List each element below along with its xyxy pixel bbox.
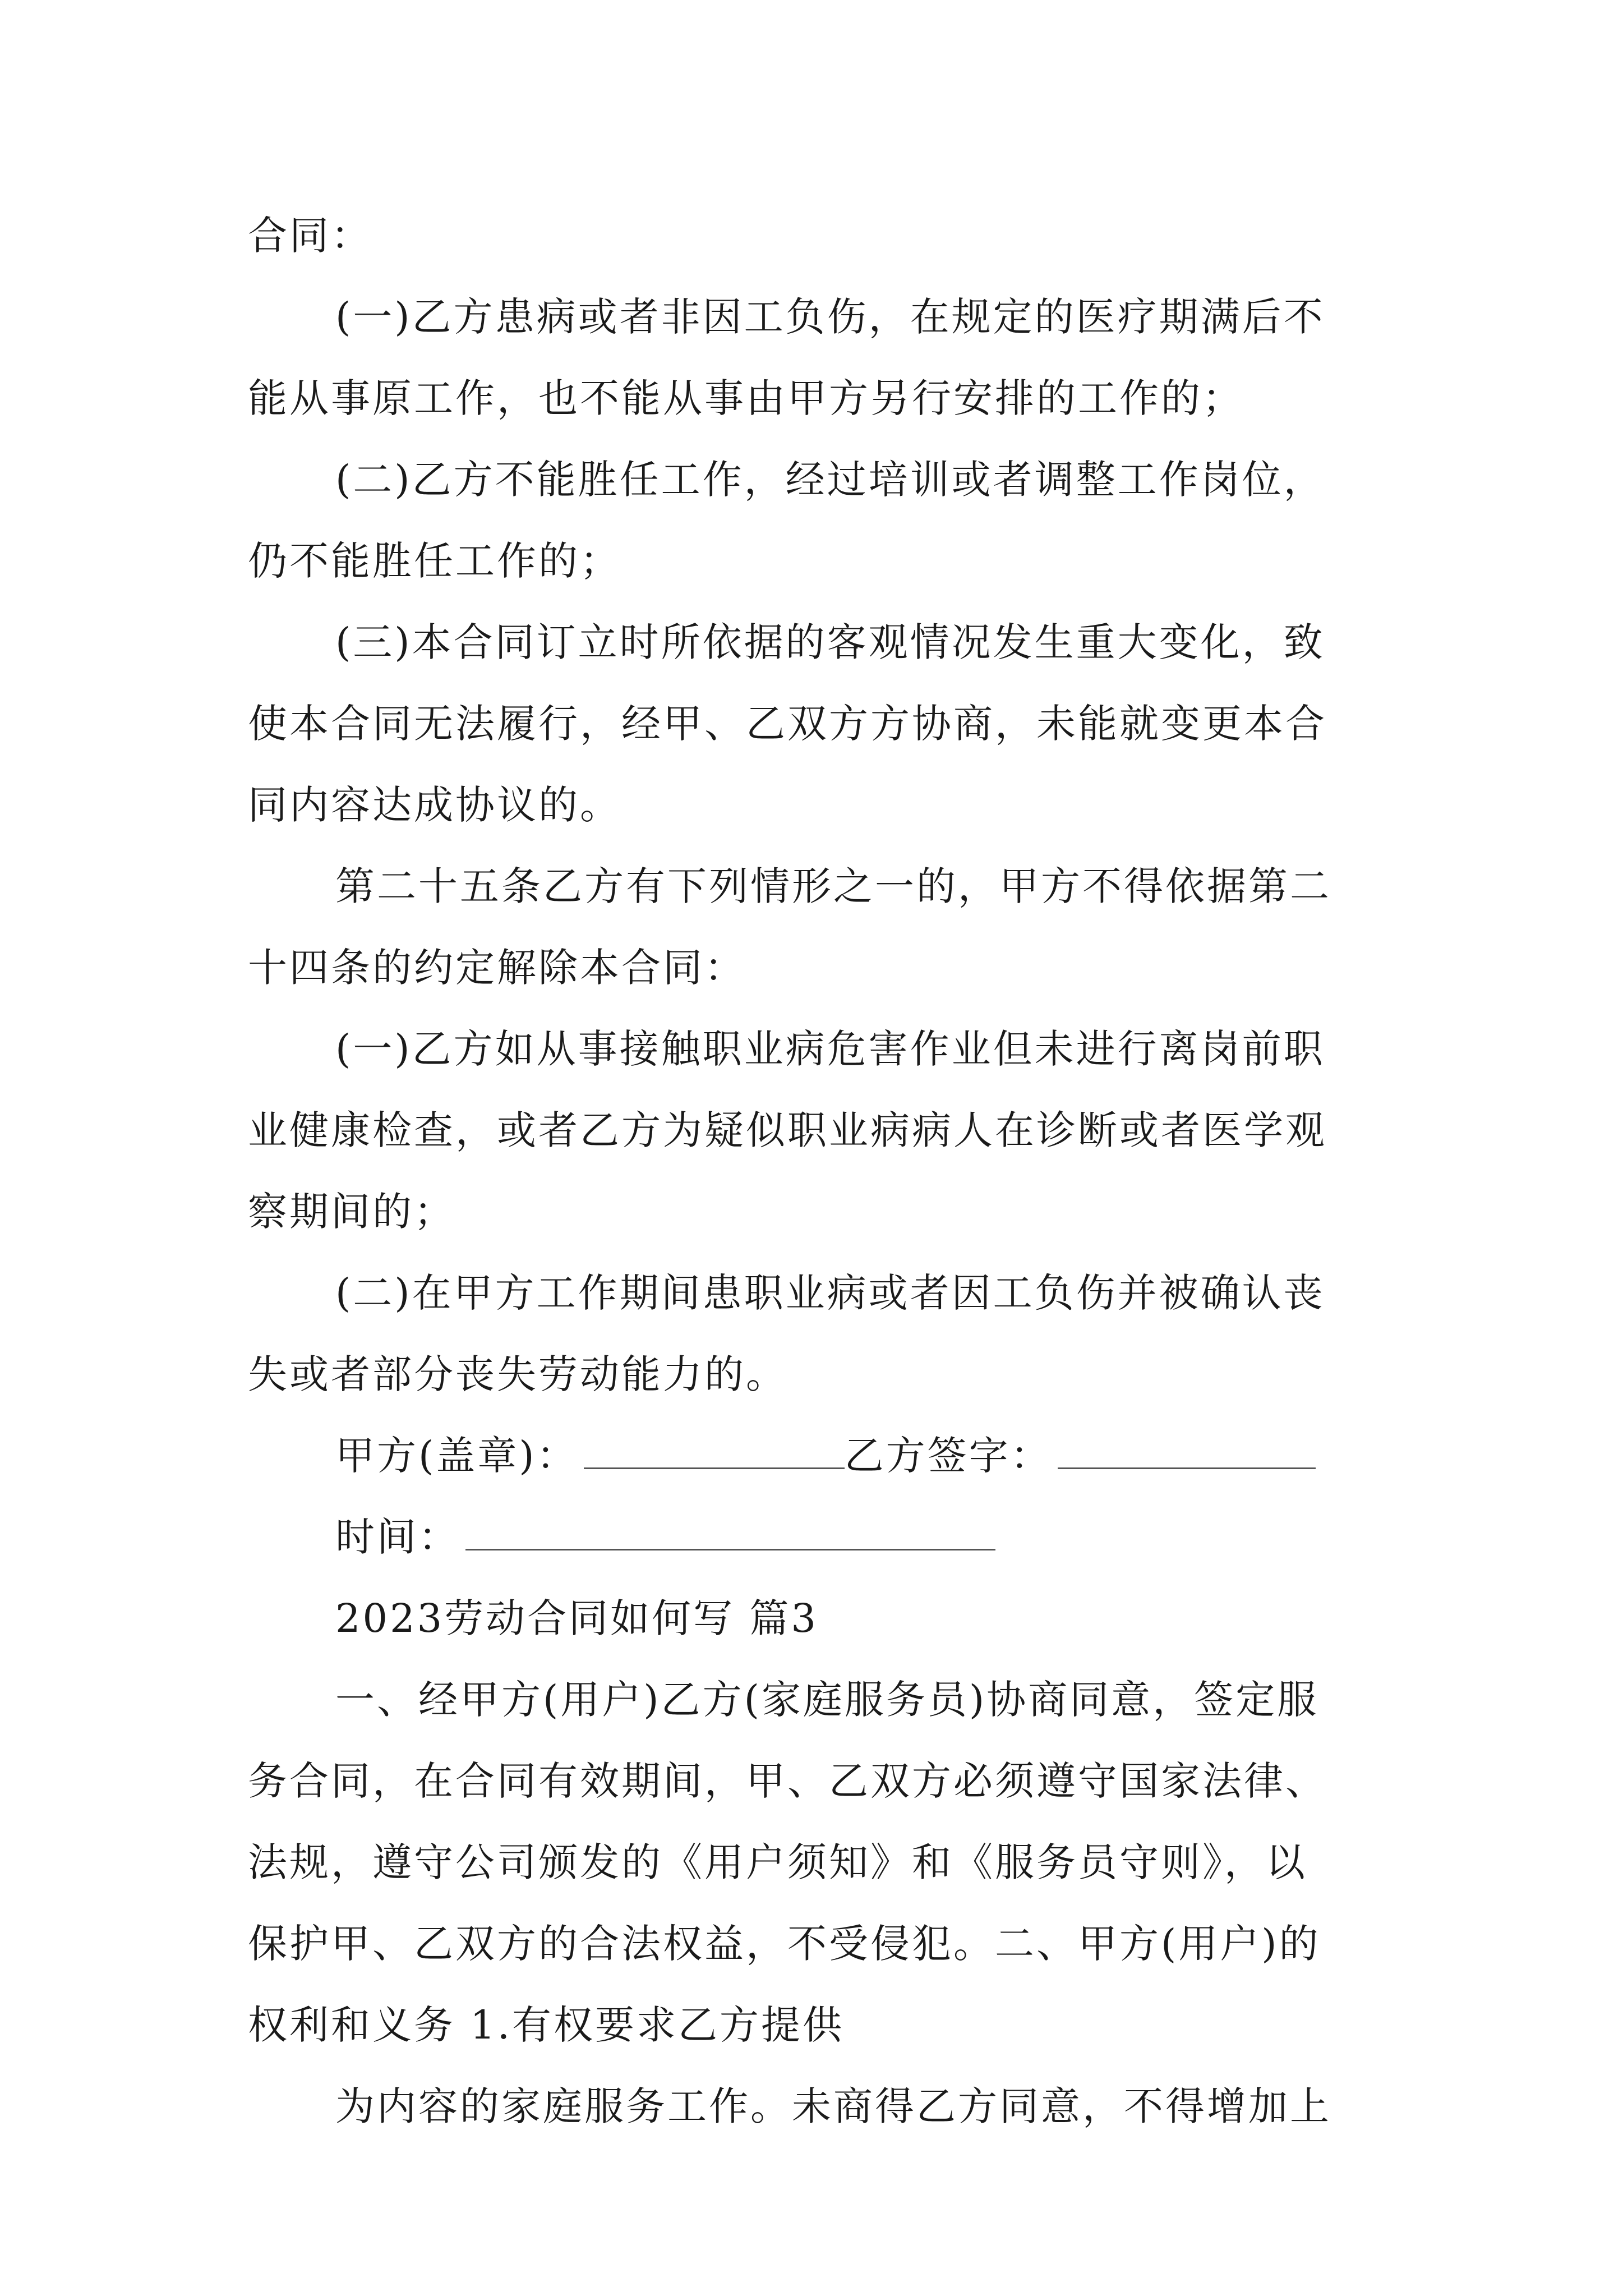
text-line: 同内容达成协议的。: [248, 782, 621, 828]
text-line: 法规，遵守公司颁发的《用户须知》和《服务员守则》，以: [248, 1839, 1307, 1885]
section-heading: 2023劳动合同如何写 篇3: [335, 1595, 818, 1641]
signature-line: [335, 1415, 1474, 1497]
date-line: [335, 1497, 1474, 1578]
text-line: 第二十五条乙方有下列情形之一的，甲方不得依据第二: [335, 863, 1331, 909]
party-a-seal-blank[interactable]: [584, 1428, 845, 1469]
text-line: 失或者部分丧失劳动能力的。: [248, 1351, 787, 1397]
text-line: 合同：: [248, 213, 372, 259]
text-line: 权利和义务 1.有权要求乙方提供: [248, 2002, 845, 2048]
text-line: 能从事原工作，也不能从事由甲方另行安排的工作的；: [248, 375, 1244, 421]
text-line: 业健康检查，或者乙方为疑似职业病病人在诊断或者医学观: [248, 1107, 1327, 1153]
time-blank[interactable]: [465, 1510, 995, 1550]
text-line: 察期间的；: [248, 1189, 455, 1235]
text-line: 务合同，在合同有效期间，甲、乙双方必须遵守国家法律、: [248, 1758, 1327, 1804]
text-line: 保护甲、乙双方的合法权益，不受侵犯。二、甲方(用户)的: [248, 1921, 1321, 1967]
party-a-seal-label: 甲方(盖章)：: [335, 1433, 578, 1479]
text-line: (一)乙方如从事接触职业病危害作业但未进行离岗前职: [335, 1026, 1325, 1072]
text-line: 为内容的家庭服务工作。未商得乙方同意，不得增加上: [335, 2083, 1331, 2129]
text-line: (二)在甲方工作期间患职业病或者因工负伤并被确认丧: [335, 1270, 1325, 1316]
text-line: 一、经甲方(用户)乙方(家庭服务员)协商同意，签定服: [335, 1677, 1319, 1723]
text-line: 十四条的约定解除本合同：: [248, 945, 746, 991]
text-line: 仍不能胜任工作的；: [248, 538, 621, 584]
text-line: 使本合同无法履行，经甲、乙双方方协商，未能就变更本合: [248, 701, 1327, 747]
party-b-signature-label: 乙方签字：: [844, 1433, 1052, 1479]
party-b-signature-blank[interactable]: [1058, 1428, 1316, 1469]
text-line: (三)本合同订立时所依据的客观情况发生重大变化，致: [335, 619, 1325, 665]
text-line: (二)乙方不能胜任工作，经过培训或者调整工作岗位，: [335, 457, 1325, 503]
text-line: (一)乙方患病或者非因工负伤，在规定的医疗期满后不: [335, 294, 1325, 340]
time-label: 时间：: [335, 1514, 460, 1560]
